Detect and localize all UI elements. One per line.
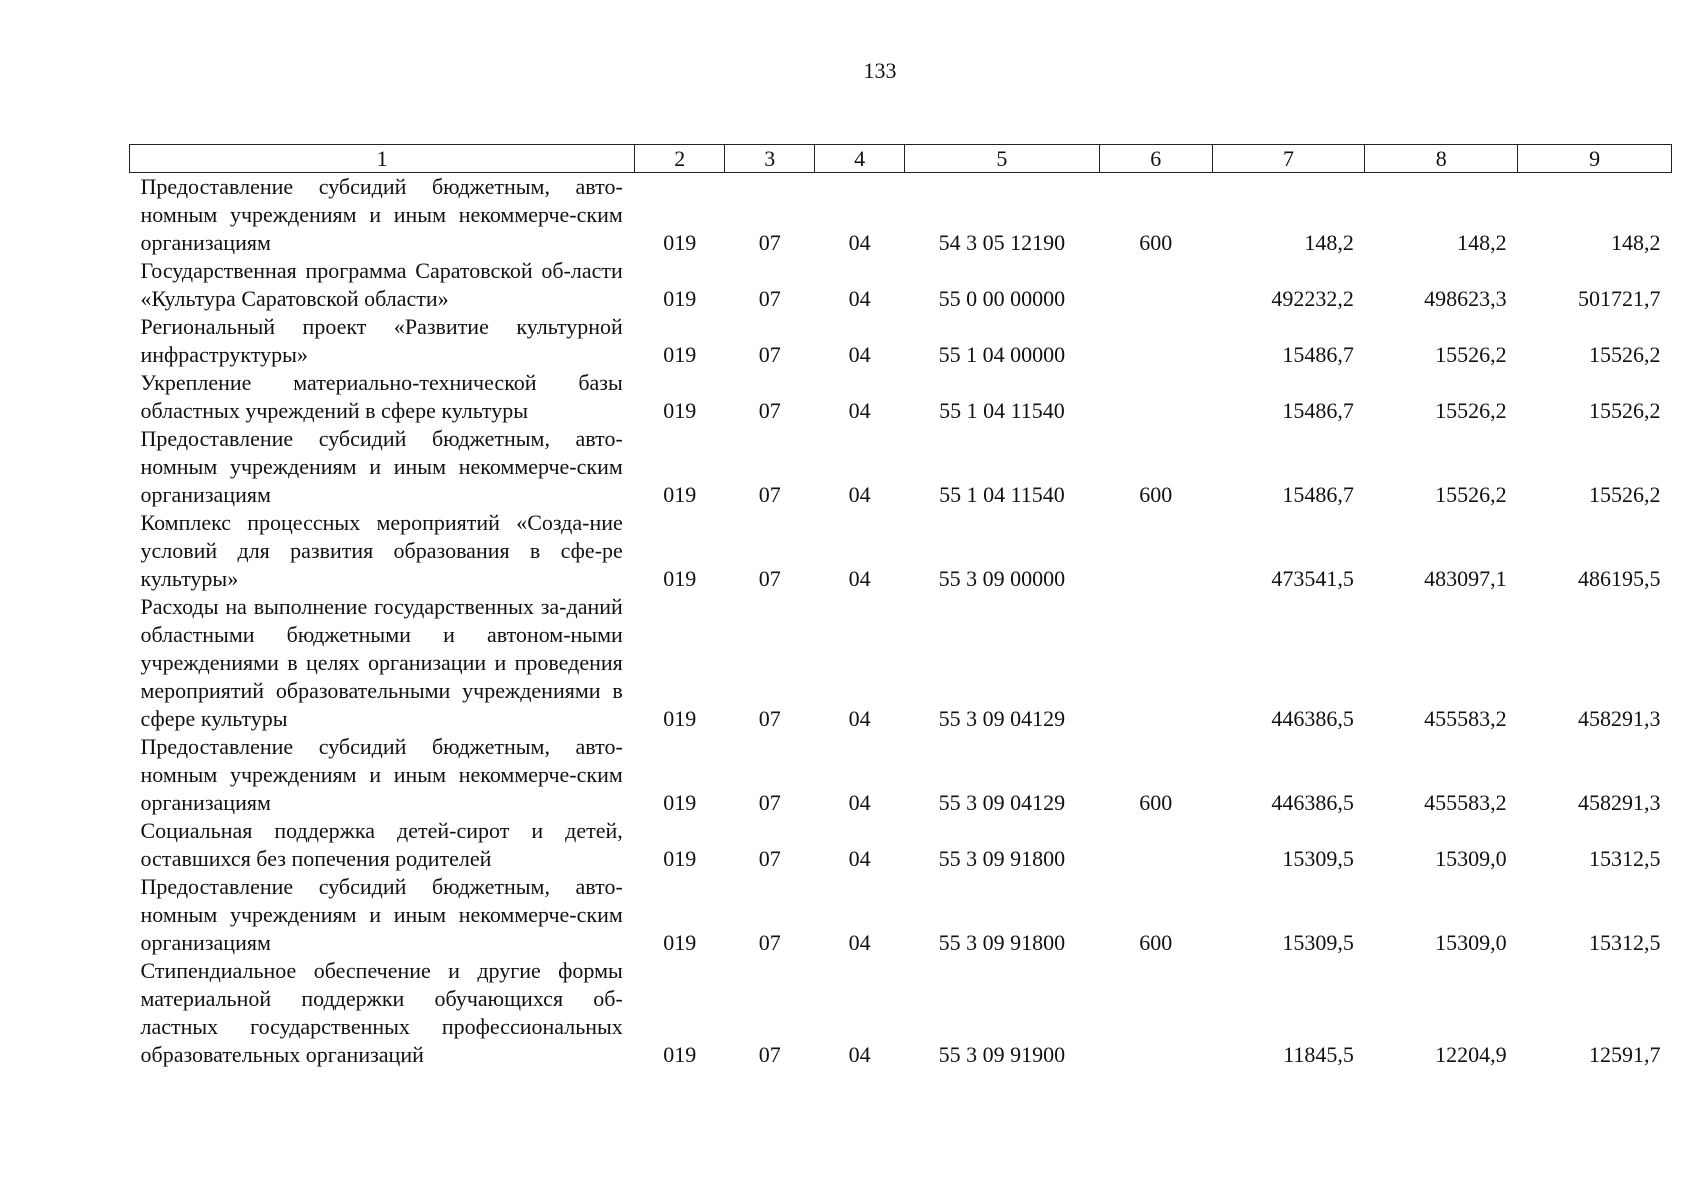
expense-name: Социальная поддержка детей-сирот и детей, оставшихся без попечения родителей: [140, 818, 623, 871]
target-article-code: 55 3 09 91800: [938, 846, 1066, 871]
expense-type-code: 600: [1139, 230, 1173, 255]
section-code: 07: [758, 398, 781, 423]
amount-col-8: 15309,0: [1435, 846, 1507, 871]
table-body: [130, 173, 1672, 1070]
subsection-code: 04: [848, 930, 871, 955]
expense-name: Расходы на выполнение государственных за-даний областными бюджетными и автоном-ными учреждениями в целях организации и проведения мероприятий образовательными учреждениями в сфере культуры: [140, 594, 623, 731]
amount-col-7: 148,2: [1304, 230, 1354, 255]
subsection-code: 04: [848, 342, 871, 367]
amount-col-9: 458291,3: [1578, 706, 1661, 731]
expense-name: Предоставление субсидий бюджетным, авто-номным учреждениям и иным некоммерче-ским организациям: [140, 426, 623, 507]
expense-name: Государственная программа Саратовской об-ласти «Культура Саратовской области»: [140, 258, 623, 311]
amount-col-8: 455583,2: [1424, 706, 1507, 731]
amount-col-8: 483097,1: [1424, 566, 1507, 591]
amount-col-9: 148,2: [1611, 230, 1661, 255]
expense-type-code: [1099, 509, 1212, 593]
table-row: [130, 817, 1672, 873]
ministry-code: 019: [663, 342, 697, 367]
amount-col-7: 15486,7: [1282, 398, 1354, 423]
column-header: 2: [635, 145, 725, 173]
table-row: [130, 509, 1672, 593]
ministry-code: 019: [663, 398, 697, 423]
expense-name: Укрепление материально-технической базы областных учреждений в сфере культуры: [140, 370, 623, 423]
target-article-code: 55 3 09 04129: [938, 706, 1066, 731]
section-code: 07: [758, 482, 781, 507]
amount-col-7: 15309,5: [1282, 846, 1354, 871]
expense-type-code: [1099, 369, 1212, 425]
section-code: 07: [758, 230, 781, 255]
table-header-row: [130, 145, 1672, 173]
ministry-code: 019: [663, 286, 697, 311]
column-header: 5: [905, 145, 1100, 173]
budget-table: [129, 144, 1672, 1069]
table-row: [130, 593, 1672, 733]
amount-col-7: 15486,7: [1282, 482, 1354, 507]
expense-name: Предоставление субсидий бюджетным, авто-номным учреждениям и иным некоммерче-ским организациям: [140, 174, 623, 255]
amount-col-9: 15312,5: [1589, 846, 1661, 871]
target-article-code: 55 1 04 00000: [938, 342, 1066, 367]
amount-col-9: 15526,2: [1589, 342, 1661, 367]
table-row: [130, 733, 1672, 817]
amount-col-8: 12204,9: [1435, 1042, 1507, 1067]
table-row: [130, 173, 1672, 258]
table-row: [130, 257, 1672, 313]
amount-col-9: 458291,3: [1578, 790, 1661, 815]
ministry-code: 019: [663, 930, 697, 955]
column-header: 6: [1099, 145, 1212, 173]
expense-name: Предоставление субсидий бюджетным, авто-номным учреждениям и иным некоммерче-ским организациям: [140, 874, 623, 955]
ministry-code: 019: [663, 1042, 697, 1067]
amount-col-9: 12591,7: [1589, 1042, 1661, 1067]
amount-col-7: 446386,5: [1271, 706, 1354, 731]
subsection-code: 04: [848, 398, 871, 423]
section-code: 07: [758, 1042, 781, 1067]
amount-col-9: 15526,2: [1589, 398, 1661, 423]
subsection-code: 04: [848, 790, 871, 815]
expense-type-code: [1099, 817, 1212, 873]
amount-col-9: 15526,2: [1589, 482, 1661, 507]
amount-col-9: 486195,5: [1578, 566, 1661, 591]
column-header: 4: [815, 145, 905, 173]
section-code: 07: [758, 930, 781, 955]
expense-type-code: 600: [1139, 930, 1173, 955]
subsection-code: 04: [848, 286, 871, 311]
ministry-code: 019: [663, 566, 697, 591]
amount-col-7: 446386,5: [1271, 790, 1354, 815]
subsection-code: 04: [848, 846, 871, 871]
subsection-code: 04: [848, 1042, 871, 1067]
page-number: 133: [863, 58, 897, 83]
ministry-code: 019: [663, 230, 697, 255]
target-article-code: 55 3 09 00000: [938, 566, 1066, 591]
expense-name: Предоставление субсидий бюджетным, авто-номным учреждениям и иным некоммерче-ским организациям: [140, 734, 623, 815]
subsection-code: 04: [848, 482, 871, 507]
target-article-code: 55 3 09 04129: [938, 790, 1066, 815]
expense-type-code: [1099, 593, 1212, 733]
amount-col-8: 15526,2: [1435, 398, 1507, 423]
target-article-code: 55 1 04 11540: [939, 398, 1065, 423]
subsection-code: 04: [848, 230, 871, 255]
target-article-code: 55 1 04 11540: [939, 482, 1065, 507]
section-code: 07: [758, 342, 781, 367]
column-header: 1: [130, 145, 635, 173]
expense-name: Региональный проект «Развитие культурной инфраструктуры»: [140, 314, 623, 367]
column-header: 3: [725, 145, 815, 173]
section-code: 07: [758, 790, 781, 815]
subsection-code: 04: [848, 566, 871, 591]
target-article-code: 55 0 00 00000: [938, 286, 1066, 311]
table-row: [130, 369, 1672, 425]
ministry-code: 019: [663, 482, 697, 507]
amount-col-7: 15486,7: [1282, 342, 1354, 367]
ministry-code: 019: [663, 790, 697, 815]
subsection-code: 04: [848, 706, 871, 731]
amount-col-8: 455583,2: [1424, 790, 1507, 815]
expense-type-code: [1099, 313, 1212, 369]
column-header: 7: [1212, 145, 1365, 173]
amount-col-8: 148,2: [1457, 230, 1507, 255]
table-row: [130, 873, 1672, 957]
expense-type-code: 600: [1139, 790, 1173, 815]
ministry-code: 019: [663, 846, 697, 871]
amount-col-8: 15526,2: [1435, 342, 1507, 367]
table-row: [130, 957, 1672, 1069]
amount-col-7: 15309,5: [1282, 930, 1354, 955]
column-header: 9: [1518, 145, 1672, 173]
amount-col-8: 15526,2: [1435, 482, 1507, 507]
target-article-code: 55 3 09 91800: [938, 930, 1066, 955]
table-row: [130, 425, 1672, 509]
target-article-code: 55 3 09 91900: [938, 1042, 1066, 1067]
ministry-code: 019: [663, 706, 697, 731]
amount-col-7: 473541,5: [1271, 566, 1354, 591]
target-article-code: 54 3 05 12190: [938, 230, 1066, 255]
section-code: 07: [758, 566, 781, 591]
section-code: 07: [758, 846, 781, 871]
table-row: [130, 313, 1672, 369]
section-code: 07: [758, 706, 781, 731]
column-header: 8: [1365, 145, 1518, 173]
amount-col-7: 11845,5: [1283, 1042, 1354, 1067]
expense-name: Стипендиальное обеспечение и другие формы материальной поддержки обучающихся об-ластных государственных профессиональных образовательных организаций: [140, 958, 623, 1067]
amount-col-8: 498623,3: [1424, 286, 1507, 311]
amount-col-8: 15309,0: [1435, 930, 1507, 955]
expense-type-code: [1099, 957, 1212, 1069]
section-code: 07: [758, 286, 781, 311]
amount-col-9: 15312,5: [1589, 930, 1661, 955]
expense-type-code: 600: [1139, 482, 1173, 507]
amount-col-9: 501721,7: [1578, 286, 1661, 311]
amount-col-7: 492232,2: [1271, 286, 1354, 311]
expense-type-code: [1099, 257, 1212, 313]
expense-name: Комплекс процессных мероприятий «Созда-ние условий для развития образования в сфе-ре культуры»: [140, 510, 623, 591]
